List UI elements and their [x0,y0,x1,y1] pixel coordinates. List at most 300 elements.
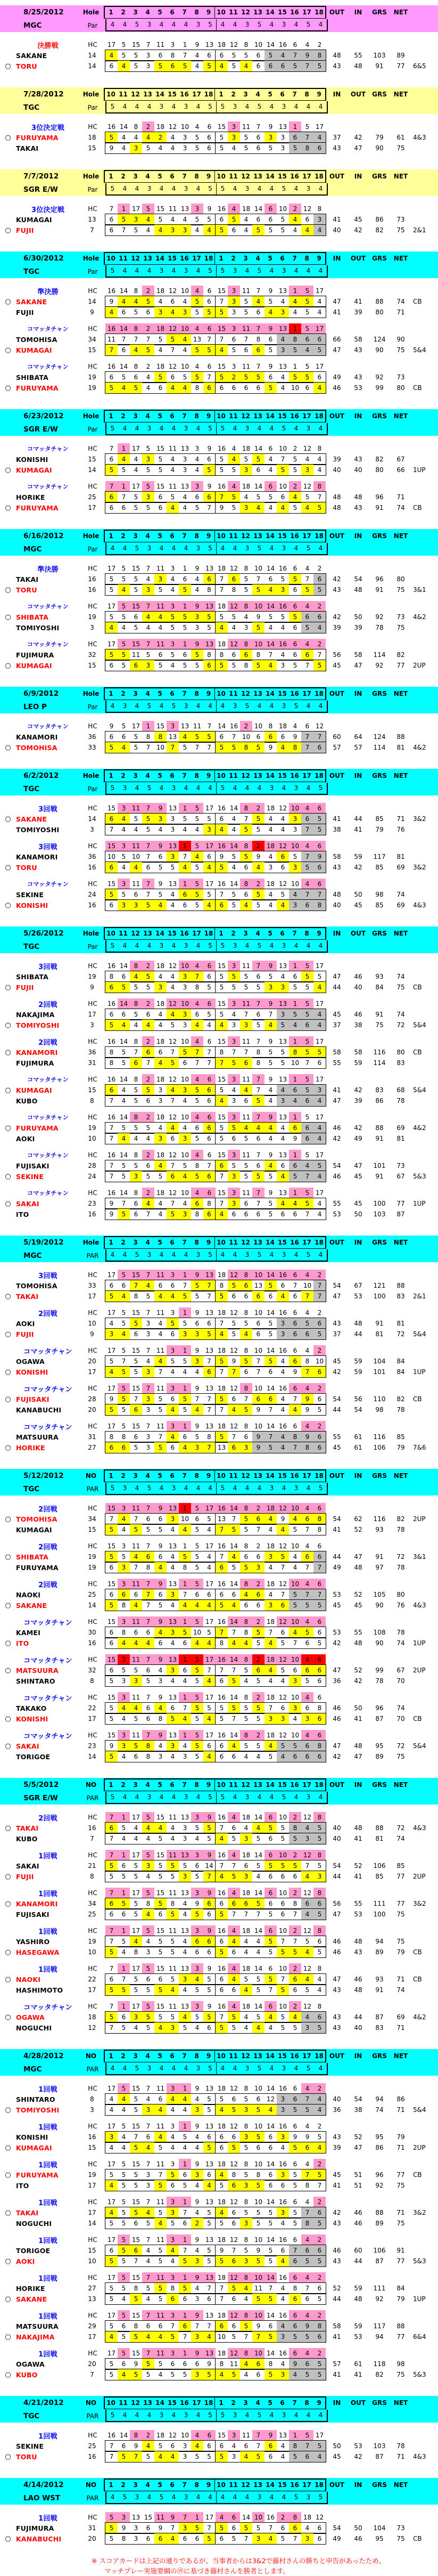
score-cell: 5 [134,1368,138,1376]
score-cell: 6 [232,2219,236,2227]
score-cell: 5 [265,1356,277,1367]
score-cell: 4 [277,900,289,911]
stroke-index [105,1383,326,1394]
score-cell: 9 [256,2247,261,2254]
total-value: 75 [396,226,405,234]
score-cell: 5 [179,1627,191,1638]
score-cell: 3 [277,2104,289,2115]
score-cell: 3 [179,971,191,982]
stroke-index-cell: 15 [156,1889,165,1897]
stroke-index-cell: 16 [217,805,226,812]
par-number-cell: 4 [245,1484,250,1492]
stroke-index-cell: 12 [168,962,177,970]
total-value: 57 [333,2360,341,2368]
player-row [0,1974,438,1985]
winner-mark: ○ [5,1443,11,1452]
player-name: FUJII [16,1330,34,1338]
hole-number-cell: 5 [158,8,162,16]
score-cell: 6 [313,1367,326,1377]
hole-number-cell: 11 [229,689,238,697]
hole-number-cell: 18 [203,253,215,264]
score [105,142,326,154]
player-handicap: 3 [90,2106,94,2114]
score-cell: 8 [203,584,216,595]
score-cell: 4 [216,1329,228,1339]
total-value: 53 [354,2333,362,2341]
hole-number-cell: 10 [217,689,226,697]
hc-label: HC [88,1542,97,1550]
score-cell: 7 [244,1011,249,1018]
hole-number-cell: 8 [304,929,309,937]
score-cell: 6 [232,336,236,343]
score-cell: 5 [183,373,187,381]
score-cell: 4 [121,134,126,141]
score-cell: 6 [280,1282,285,1289]
stroke-index-cell: 16 [105,323,118,334]
par-number-cell: 5 [306,545,311,552]
score-cell: 4 [158,1667,163,1674]
score-cell: 3 [118,1741,130,1751]
player-row [0,334,438,345]
total-value: 93 [375,973,384,980]
hole-number-cell: 6 [170,2481,175,2489]
stroke-index-cell: 10 [254,41,263,48]
player-handicap: 20 [88,2535,96,2542]
score-cell: 5 [195,144,200,152]
score-cell: 6 [317,2285,322,2292]
score-cell: 5 [191,1741,203,1751]
player-handicap: 17 [88,1368,96,1376]
par-number-cell: 4 [196,425,201,432]
score-cell: 6 [105,982,118,993]
stroke-index-cell: 3 [118,1579,130,1589]
stroke-index-cell: 3 [118,2512,130,2523]
stroke-index-cell: 8 [134,1151,138,1159]
par-number-cell: 5 [204,543,217,554]
stroke-index-cell: 10 [180,123,189,131]
hole-number-cell: 12 [241,1238,250,1246]
total-value: 42 [354,864,362,871]
score-cell: 4 [313,1095,326,1106]
totals-header: OUT [329,532,345,540]
stroke-index-cell: 9 [268,287,273,295]
stroke-index-cell: 1 [179,803,191,814]
label-cell [0,2369,79,2380]
par-label: Par [87,185,98,193]
winner-mark: ○ [5,1199,11,1208]
stroke-index-cell: 6 [313,1616,326,1627]
player-handicap: 27 [88,1444,96,1451]
score-cell: 5 [265,1442,277,1453]
player-handicap: 19 [88,1564,96,1571]
score-cell: 7 [219,1368,224,1376]
score-cell: 7 [268,2285,273,2292]
score-cell: 4 [289,1514,301,1524]
score-cell: 5 [289,143,301,153]
hole-number-cell: 3 [133,2481,138,2489]
holes-header-row [0,529,438,542]
total-value: 55 [333,1059,341,1067]
score-cell: 8 [219,2360,224,2368]
score-cell: 7 [183,2333,187,2341]
score-cell: 5 [268,1320,273,1327]
score-cell: 7 [301,1367,313,1377]
stroke-index-cell: 16 [278,2085,287,2092]
score-cell: 7 [183,1282,187,1289]
stroke-index-cell: 3 [167,1270,179,1280]
score-cell: 6 [289,2523,301,2533]
score-cell: 5 [256,1986,261,1994]
score-cell: 5 [167,1058,179,1068]
total-value: 77 [396,62,405,70]
stroke-index-cell: 1 [179,1616,191,1627]
stroke-index-cell: 11 [154,1270,167,1280]
player-handicap: 14 [88,1753,96,1760]
score-cell: 6 [244,1096,249,1104]
par-number-cell: 4 [294,545,299,552]
player-row [0,1291,438,1302]
score-cell: 6 [130,2245,142,2256]
player-row [0,1329,438,1339]
total-value: 54 [333,2524,341,2532]
handicap-row [0,639,438,649]
player-row [0,2331,438,2342]
match-result: CB [413,384,422,392]
stroke-index-cell: 14 [265,1270,277,1280]
score-cell: 3 [232,1096,236,1104]
score-cell: 7 [256,2442,261,2450]
total-value: 55 [354,52,362,59]
score-cell: 7 [317,2181,322,2189]
hole-number-cell: 3 [243,929,248,937]
par-header-row [0,265,438,278]
score-cell: 8 [134,1292,138,1300]
score-cell: 3 [265,1713,277,1724]
score-cell: 5 [280,613,285,621]
score-cell: 6 [183,2534,187,2542]
winner-mark: ○ [5,1639,11,1647]
stroke-index-cell: 9 [203,1925,216,1936]
score-cell: 4 [179,1171,191,1182]
hole-number-cell: 4 [145,172,150,180]
score-cell: 6 [219,216,224,223]
score-cell: 5 [252,2451,265,2462]
player-row [0,1514,438,1524]
stroke-index-cell: 17 [107,1385,116,1392]
player-row [0,660,438,671]
stroke-index-cell: 9 [195,1347,200,1354]
stroke-index-cell: 5 [118,2310,130,2321]
hole-number-cell: 13 [253,689,262,697]
hole-number-cell: 8 [304,2399,309,2407]
total-value: 48 [354,1564,362,1571]
total-value: 54 [354,2095,362,2103]
total-value: 67 [396,1667,405,1674]
par-number-cell: 5 [110,267,115,274]
total-value: 43 [354,1948,362,1956]
hole-label: NO [85,2052,97,2060]
hole-number-cell: 11 [119,2399,128,2407]
score-cell: 3 [277,584,289,595]
score-cell: 5 [179,1291,191,1302]
hc-label: HC [88,565,97,572]
total-value: 54 [333,1515,341,1523]
par-number-cell: 3 [147,2065,152,2072]
hole-number-cell: 17 [302,172,311,180]
score-cell: 5 [158,2143,163,2151]
stroke-index [105,1541,326,1551]
total-value: 46 [333,1938,341,1945]
stroke-index [105,2001,326,2012]
stroke-index-cell: 5 [118,639,130,649]
round-label: コマッタチャン [27,1190,69,1197]
stroke-index-cell: 1 [179,1307,191,1318]
stroke-index-cell: 15 [107,1694,116,1701]
score-cell: 7 [219,586,224,594]
player-row [0,1703,438,1713]
stroke-index-cell: 8 [244,1542,249,1550]
stroke-index [105,841,326,851]
hc-label: HC [88,2160,97,2168]
handicap-row [0,286,438,296]
stroke-index-cell: 8 [240,1616,252,1627]
score-cell: 5 [216,307,228,318]
stroke-index-cell: 10 [278,205,287,213]
total-value: 91 [375,1173,384,1180]
stroke-index-cell: 16 [217,1618,226,1626]
stroke-index-cell: 16 [217,483,226,490]
par-number-cell: 4 [269,267,274,274]
total-value: 117 [373,2322,386,2330]
par-number-cell: 4 [257,1793,262,1801]
total-value: 99 [375,384,384,392]
stroke-index-cell: 9 [265,2430,277,2441]
stroke-index-cell: 17 [107,2312,116,2319]
score-cell: 5 [277,1947,289,1957]
score-cell: 4 [195,2133,200,2141]
score-cell: 4 [158,623,163,631]
par-number-cell: 4 [233,1484,237,1492]
total-value: 45 [354,901,362,909]
par-number-cell: 4 [306,702,311,710]
hole-number-cell: 5 [268,929,272,937]
score-cell: 3 [313,214,326,225]
score-cell: 5 [313,1160,326,1171]
round-label: 1回戦 [38,2199,57,2207]
score-cell: 7 [203,1404,216,1415]
stroke-index-cell: 12 [228,2348,240,2359]
score-cell: 5 [134,575,138,583]
handicap-row [0,1888,438,1898]
score-cell: 4 [268,901,273,909]
stroke-index-cell: 7 [142,879,154,889]
score-cell: 4 [170,1677,175,1685]
total-value: 71 [396,1976,405,1983]
stroke-index-cell: 3 [228,1036,240,1047]
par-number-cell: 4 [269,545,274,552]
round-label: 2回戦 [38,1505,57,1514]
stroke-index-cell: 8 [313,481,326,492]
total-value: 100 [373,1293,386,1300]
total-value: 72 [396,1553,405,1561]
score-cell: 3 [146,52,151,59]
score-cell: 6 [216,900,228,911]
score-cell: 4 [313,1171,326,1182]
stroke-index-cell: 6 [207,287,212,295]
score-cell: 4 [216,345,228,355]
player-row [0,2132,438,2142]
date-cell [0,251,78,265]
stroke-index-cell: 14 [118,998,130,1009]
score-cell: 7 [109,2442,114,2450]
score-cell: 7 [280,1563,285,1571]
par-number-cell: 4 [269,2493,274,2501]
stroke-index-cell: 14 [254,205,263,213]
score-cell: 6 [203,971,216,982]
par-number-cell: 4 [135,1793,139,1801]
player-handicap: 8 [90,2095,94,2103]
par-label: Par [87,703,98,711]
match-result: 5&4 [413,1330,426,1338]
score-cell: 3 [170,815,175,823]
stroke-index-cell: 3 [228,1074,240,1085]
score-cell: 5 [105,1947,118,1957]
total-value: 82 [396,651,405,659]
par-number-cell: 3 [147,1251,152,1258]
player-name: KONISHI [16,1368,48,1376]
hole-number-cell: 2 [121,1781,126,1789]
score-cell: 6 [232,2095,236,2103]
stroke-index-cell: 14 [266,41,275,48]
label-cell [0,1307,80,1318]
score-cell: 4 [154,1291,167,1302]
score-cell: 4 [183,493,187,501]
total-value: 81 [396,744,405,751]
match-result: CB [413,2171,422,2179]
label-cell [0,2310,80,2321]
stroke-index-cell: 3 [191,1850,203,1860]
stroke-index-cell: 14 [266,2236,275,2244]
stroke-index-cell: 18 [217,1309,226,1317]
par-number-cell: 4 [196,185,201,192]
par-label: PAR [86,1794,99,1802]
hole-number-cell: 6 [280,2399,285,2407]
hole-number-cell: 14 [155,2399,164,2407]
par-number-cell: 5 [110,2411,115,2419]
hole-number-cell: 14 [155,90,164,98]
player-name: NAOKI [16,1590,41,1599]
label-cell [0,1713,79,1724]
par-number-cell: 5 [306,2065,311,2072]
score-cell: 5 [256,825,261,833]
hole-number-cell: 4 [145,412,150,420]
hole-number-cell: 11 [229,2052,238,2060]
stroke-index-cell: 11 [240,323,252,334]
label-cell [0,1654,80,1665]
score-cell: 8 [289,1432,301,1442]
stroke-index-cell: 1 [179,2310,191,2321]
score-cell: 4 [154,2451,167,2462]
hole-number-cell: 9 [203,7,215,18]
par-number-cell: 4 [269,2411,274,2419]
par-number-cell: 4 [245,103,250,110]
label-cell [0,1383,80,1394]
total-value: 58 [354,651,362,659]
score-cell: 5 [121,466,126,474]
score-cell: 4 [121,2143,126,2151]
par-number-cell: 4 [184,2065,188,2072]
score-cell: 5 [256,1742,261,1750]
winner-mark: ○ [5,1048,11,1057]
score-cell: 5 [216,660,228,671]
match-block [0,1888,438,1920]
total-value: 75 [375,1021,384,1029]
stroke-index-cell: 16 [217,2003,226,2010]
hole-number-cell: 9 [317,254,321,262]
stroke-index-cell: 10 [180,1151,189,1159]
stroke-index-cell: 10 [180,1114,189,1121]
stroke-index-cell: 15 [217,1038,226,1045]
score-cell: 5 [317,1639,322,1647]
player-handicap: 15 [88,456,96,463]
par-number-cell: 4 [306,2411,311,2419]
hole-number-cell: 10 [217,2052,226,2060]
stroke-index-cell: 4 [301,601,313,612]
scorecard-section [0,5,438,71]
score-cell: 5 [121,2024,126,2031]
score-cell: 5 [121,853,126,860]
player-name: TOMIYOSHI [16,1021,60,1029]
score-cell: 6 [256,1011,261,1018]
score-cell: 3 [105,1329,118,1339]
stroke-index [105,1307,326,1318]
stroke-index-cell: 4 [191,286,203,296]
handicap-row [0,803,438,814]
total-value: 47 [333,1293,341,1300]
score-cell: 5 [118,1985,130,1995]
score-cell: 4 [142,1823,154,1833]
score-cell: 5 [244,456,249,463]
score-cell: 5 [265,1860,277,1871]
score-cell: 5 [191,649,203,660]
stroke-index-cell: 10 [254,1347,263,1354]
stroke-index-cell: 3 [191,1812,203,1823]
score-cell: 4 [158,1320,163,1327]
score-cell: 5 [203,1514,216,1524]
hole-number-cell: 7 [182,412,187,420]
score-cell: 5 [252,814,265,824]
stroke-index-cell: 9 [203,1888,216,1898]
stroke-index-cell: 1 [179,1345,191,1356]
score-cell: 5 [158,1938,163,1945]
hole-number-cell: 4 [145,689,150,697]
hole-number-cell: 3 [133,1238,138,1246]
date: 4/28/2012 [23,2051,64,2060]
par-number-cell: 4 [171,103,176,110]
score [105,1833,326,1844]
stroke-index-cell: 7 [146,2236,151,2244]
par-number-cell: 3 [184,702,188,710]
score-cell: 9 [219,2247,224,2254]
score-cell: 9 [301,2321,313,2331]
par-header-row [0,2409,438,2423]
score-cell: 5 [105,2012,118,2022]
score-cell: 5 [134,2181,138,2189]
score-cell: 5 [268,1948,273,1956]
score-cell: 5 [244,1162,249,1169]
score-cell: 3 [240,2180,252,2191]
score [105,1751,326,1762]
